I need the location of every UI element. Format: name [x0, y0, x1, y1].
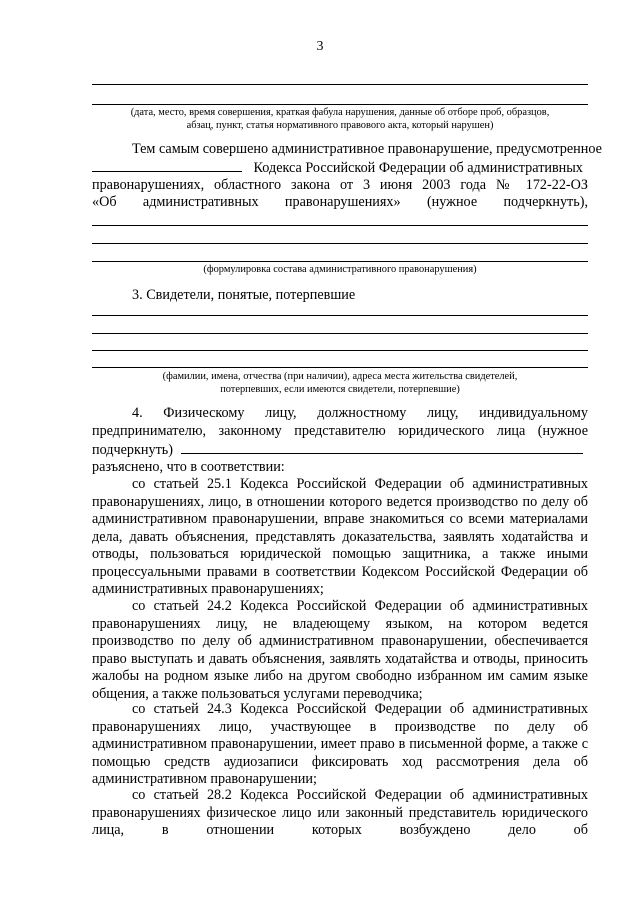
- blank-line: [92, 104, 588, 105]
- section-4-line-1: 4. Физическому лицу, должностному лицу, индивидуальному: [132, 405, 588, 421]
- section-4-line-3-wrap: [92, 441, 588, 460]
- caption-offense: (формулировка состава административного правонарушения): [203, 264, 477, 275]
- word: «Об: [92, 194, 117, 210]
- caption-line: (дата, место, время совершения, краткая фабула нарушения, данные об отборе проб, образцов,: [130, 107, 550, 118]
- caption-line: (фамилии, имена, отчества (при наличии), адреса места жительства свидетелей,: [162, 371, 518, 382]
- blank-line: [92, 333, 588, 334]
- caption-line: потерпевших, если имеются свидетели, потерпевшие): [220, 384, 460, 395]
- person-blank: [181, 441, 583, 454]
- page-number: 3: [316, 39, 324, 54]
- word: правонарушениях»: [284, 194, 401, 210]
- caption-line: абзац, пункт, статья нормативного правового акта, который нарушен): [186, 120, 494, 131]
- section-3-title: 3. Свидетели, понятые, потерпевшие: [132, 287, 356, 303]
- offense-line-1: Тем самым совершено административное правонарушение, предусмотренное: [132, 141, 602, 157]
- caption-witnesses: [92, 370, 588, 396]
- article-blank: [92, 159, 242, 172]
- offense-line-2-wrap: [92, 159, 588, 178]
- blank-line: [92, 367, 588, 368]
- section-4-line-2: предпринимателю, законному представителю юридического лица (нужное: [92, 423, 588, 439]
- word: административных: [142, 194, 259, 210]
- blank-line: [92, 350, 588, 351]
- blank-line: [92, 261, 588, 262]
- paragraph-art-28-2: со статьей 28.2 Кодекса Российской Федерации об административных правонарушениях физическое лицо или законный представитель юридического лица, в отношении которых возбуждено дело об: [92, 787, 588, 838]
- offense-line-2: Кодекса Российской Федерации об административных: [253, 160, 583, 176]
- paragraph-art-25-1: со статьей 25.1 Кодекса Российской Федерации об административных правонарушениях, лицо, в отношении которого ведется производство по делу об административном правонарушении, вправе знакомиться со всеми материалами дела, давать объяснения, представлять доказательства, заявлять ходатайства и отводы, пользоваться юридической помощью защитника, а также иными процессуальными правами в соответствии Кодексом Российской Федерации об административных правонарушениях;: [92, 476, 588, 597]
- word: подчеркнуть),: [503, 194, 588, 210]
- paragraph-art-24-3: со статьей 24.3 Кодекса Российской Федерации об административных правонарушениях лицо, участвующее в производстве по делу об административном правонарушении, имеет право в письменной форме, а также с помощью средств аудиозаписи фиксировать ход рассмотрения дела об административном правонарушении;: [92, 701, 588, 787]
- section-4-line-4: разъяснено, что в соответствии:: [92, 459, 285, 475]
- caption-incident: [92, 106, 588, 132]
- blank-line: [92, 243, 588, 244]
- offense-line-4: [92, 194, 588, 212]
- section-4-line-3: подчеркнуть): [92, 442, 173, 458]
- offense-line-3: правонарушениях, областного закона от 3 июня 2003 года № 172-22-ОЗ: [92, 177, 588, 193]
- paragraph-art-24-2: со статьей 24.2 Кодекса Российской Федерации об административных правонарушениях лицу, не владеющему языком, на котором ведется производство по делу об административном правонарушении, обеспечивается право выступать и давать объяснения, заявлять ходатайства и отводы, приносить жалобы на родном языке либо на другом свободно избранном им самим языке общения, а также пользоваться услугами переводчика;: [92, 598, 588, 702]
- word: (нужное: [426, 194, 478, 210]
- blank-line: [92, 315, 588, 316]
- blank-line: [92, 84, 588, 85]
- blank-line: [92, 225, 588, 226]
